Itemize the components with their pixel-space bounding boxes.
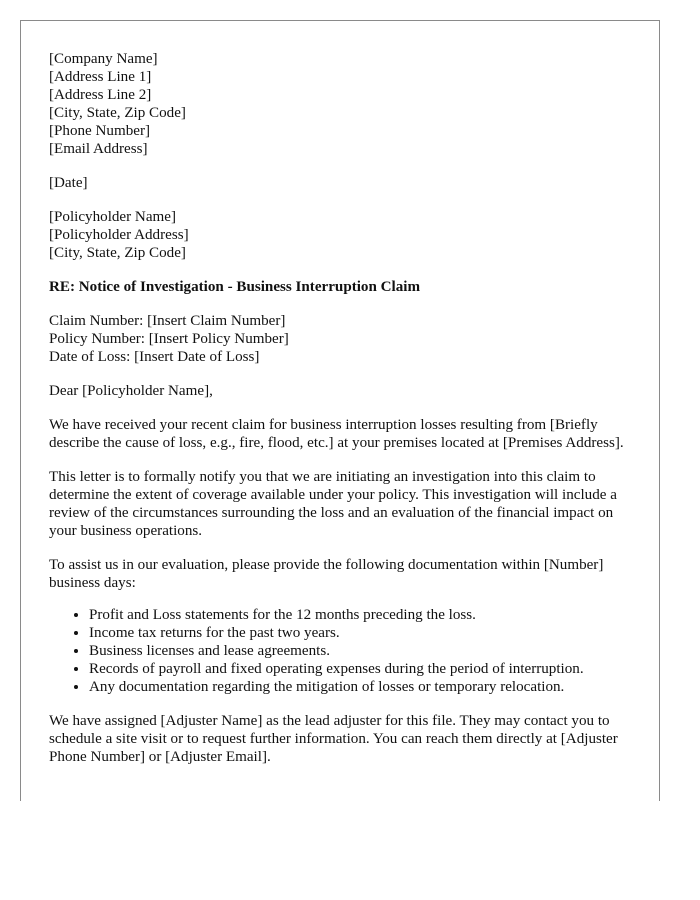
sender-company-name: [Company Name] xyxy=(49,51,158,67)
recipient-name: [Policyholder Name] xyxy=(49,209,176,225)
list-item: • Income tax returns for the past two years. xyxy=(89,624,639,642)
subject-line: RE: Notice of Investigation - Business Interruption Claim xyxy=(49,279,421,295)
list-item: • Any documentation regarding the mitigation of losses or temporary relocation. xyxy=(89,678,639,696)
list-item: • Profit and Loss statements for the 12 months preceding the loss. xyxy=(89,606,639,624)
sender-address-line-1: [Address Line 1] xyxy=(49,69,152,85)
salutation: Dear [Policyholder Name], xyxy=(49,383,213,399)
date-block xyxy=(49,174,639,192)
claim-details-block xyxy=(49,312,639,366)
letter-date: [Date] xyxy=(49,175,88,191)
recipient-address-block xyxy=(49,208,639,262)
letter-page xyxy=(20,20,660,801)
claim-number: Claim Number: [Insert Claim Number] xyxy=(49,313,286,329)
sender-address-block xyxy=(49,50,639,158)
recipient-city-state-zip: [City, State, Zip Code] xyxy=(49,245,186,261)
policy-number: Policy Number: [Insert Policy Number] xyxy=(49,331,289,347)
sender-city-state-zip: [City, State, Zip Code] xyxy=(49,105,186,121)
date-of-loss: Date of Loss: [Insert Date of Loss] xyxy=(49,349,260,365)
documentation-list xyxy=(49,606,639,696)
paragraph-adjuster-assignment: We have assigned [Adjuster Name] as the lead adjuster for this file. They may contact you to schedule a site visit or to request further information. You can reach them directly at [Adjuster Phone Number] or [Adjuster Email]. xyxy=(49,713,618,765)
letter-content xyxy=(49,50,639,782)
sender-phone: [Phone Number] xyxy=(49,123,151,139)
list-item: • Business licenses and lease agreements. xyxy=(89,642,639,660)
sender-address-line-2: [Address Line 2] xyxy=(49,87,152,103)
list-item: • Records of payroll and fixed operating expenses during the period of interruption. xyxy=(89,660,639,678)
paragraph-investigation-notice: This letter is to formally notify you that we are initiating an investigation into this claim to determine the extent of coverage available under your policy. This investigation will include a review of the circumstances surrounding the loss and an evaluation of the financial impact on your business operations. xyxy=(49,469,617,539)
paragraph-claim-received: We have received your recent claim for business interruption losses resulting from [Briefly describe the cause of loss, e.g., fire, flood, etc.] at your premises located at [Premises Address]. xyxy=(49,417,624,451)
sender-email: [Email Address] xyxy=(49,141,148,157)
paragraph-documentation-request: To assist us in our evaluation, please provide the following documentation within [Number] business days: xyxy=(49,557,604,591)
recipient-address: [Policyholder Address] xyxy=(49,227,189,243)
